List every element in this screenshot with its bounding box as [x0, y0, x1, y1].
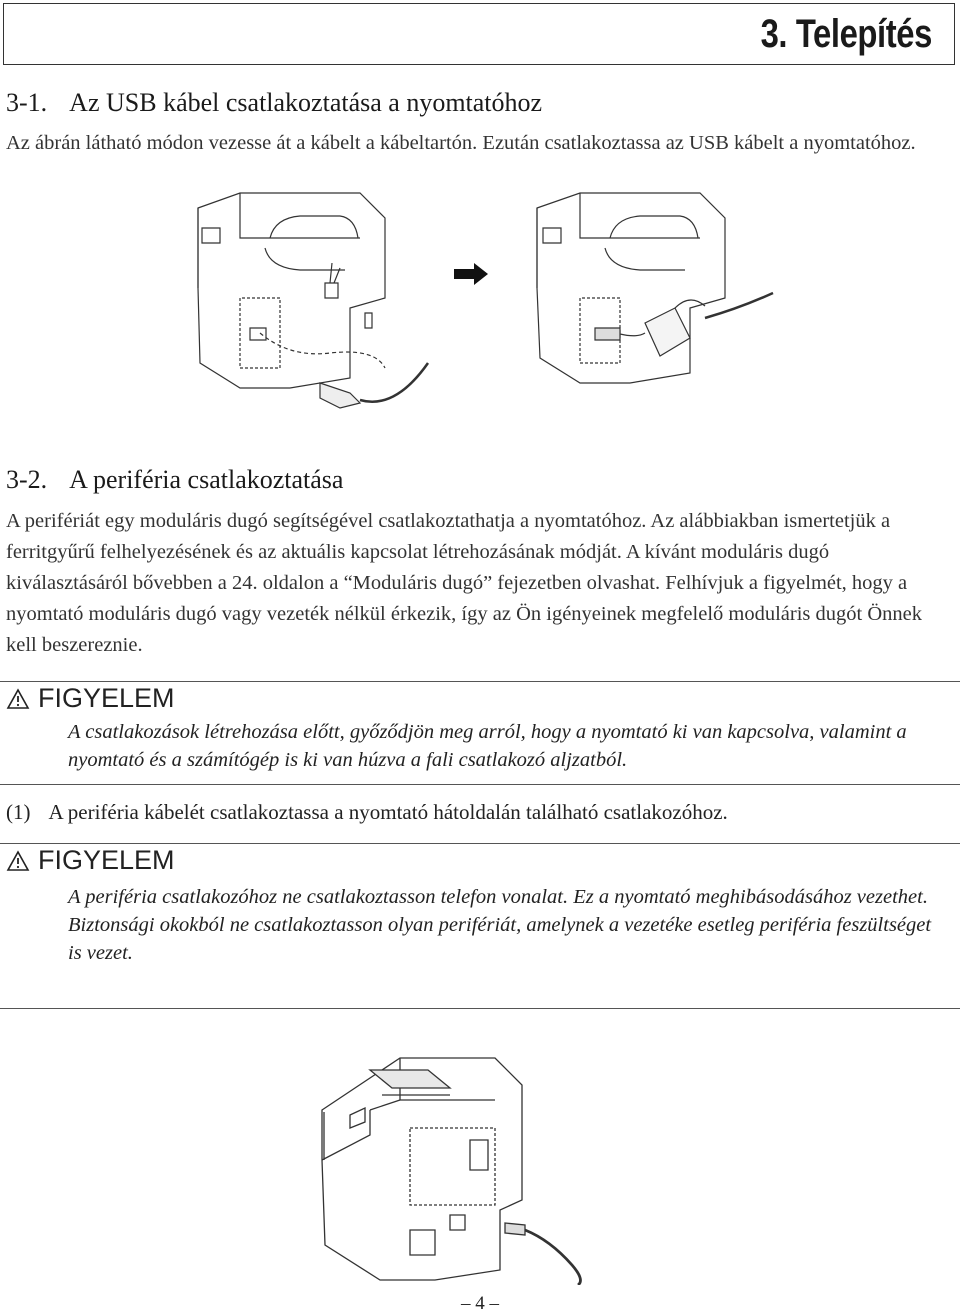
step-number: (1) — [6, 800, 31, 824]
divider — [0, 681, 960, 682]
section-number: 3-2. — [6, 465, 48, 494]
warning-icon — [6, 850, 30, 872]
warning-1-paragraph: A csatlakozások létrehozása előtt, győződjön meg arról, hogy a nyomtató ki van kapcsolva, valamint a nyomtató és a számítógép is ki van húzva a fali csatlakozó aljzatból. — [68, 721, 907, 771]
warning-title — [6, 845, 175, 876]
section-2-paragraph: A perifériát egy moduláris dugó segítségével csatlakoztathatja a nyomtatóhoz. Az alábbiakban ismertetjük a ferritgyűrű felhelyezésének és az aktuális kapcsolat létrehozásának módját. A kívánt moduláris dugó kiválasztásáról bővebben a 24. oldalon a “Moduláris dugó” fejezetben olvashat. Felhívjuk a figyelmét, hogy a nyomtató moduláris dugó vagy vezeték nélkül érkezik, így az Ön igényeinek megfelelő moduláris dugót Önnek kell beszereznie. — [6, 510, 922, 656]
divider — [0, 784, 960, 785]
warning-1-text — [68, 718, 948, 774]
warning-2-line: Biztonsági okokból ne csatlakoztasson olyan perifériát, amelynek a vezetéke esetleg periféria feszültséget is vezet. — [68, 914, 932, 964]
warning-2-text — [68, 883, 948, 967]
page-header — [3, 3, 955, 65]
section-1-text — [6, 128, 954, 159]
warning-title — [6, 683, 175, 714]
step-1 — [6, 800, 728, 825]
warning-icon — [6, 688, 30, 710]
divider — [0, 1008, 960, 1009]
printer-rear-usb-connected-icon — [525, 188, 775, 398]
divider — [0, 843, 960, 844]
section-number: 3-1. — [6, 88, 48, 117]
printer-rear-usb-cable-icon — [180, 188, 430, 418]
section-2-text — [6, 506, 954, 661]
section-title: A periféria csatlakoztatása — [69, 465, 344, 494]
warning-label: FIGYELEM — [38, 683, 175, 713]
warning-2-line: A periféria csatlakozóhoz ne csatlakoztasson telefon vonalat. Ez a nyomtató meghibásodásához vezethet. — [68, 886, 928, 908]
right-arrow-icon — [452, 262, 490, 286]
page-number: – 4 – — [461, 1293, 499, 1314]
section-heading-3-1 — [6, 88, 542, 118]
section-1-paragraph: Az ábrán látható módon vezesse át a kábelt a kábeltartón. Ezután csatlakoztassa az USB kábelt a nyomtatóhoz. — [6, 132, 916, 154]
printer-peripheral-cable-icon — [310, 1040, 630, 1285]
step-text: A periféria kábelét csatlakoztassa a nyomtató hátoldalán található csatlakozóhoz. — [48, 800, 728, 824]
section-title: Az USB kábel csatlakoztatása a nyomtatóhoz — [69, 88, 543, 117]
chapter-title: 3. Telepítés — [760, 12, 932, 56]
warning-label: FIGYELEM — [38, 845, 175, 875]
section-heading-3-2 — [6, 465, 343, 495]
